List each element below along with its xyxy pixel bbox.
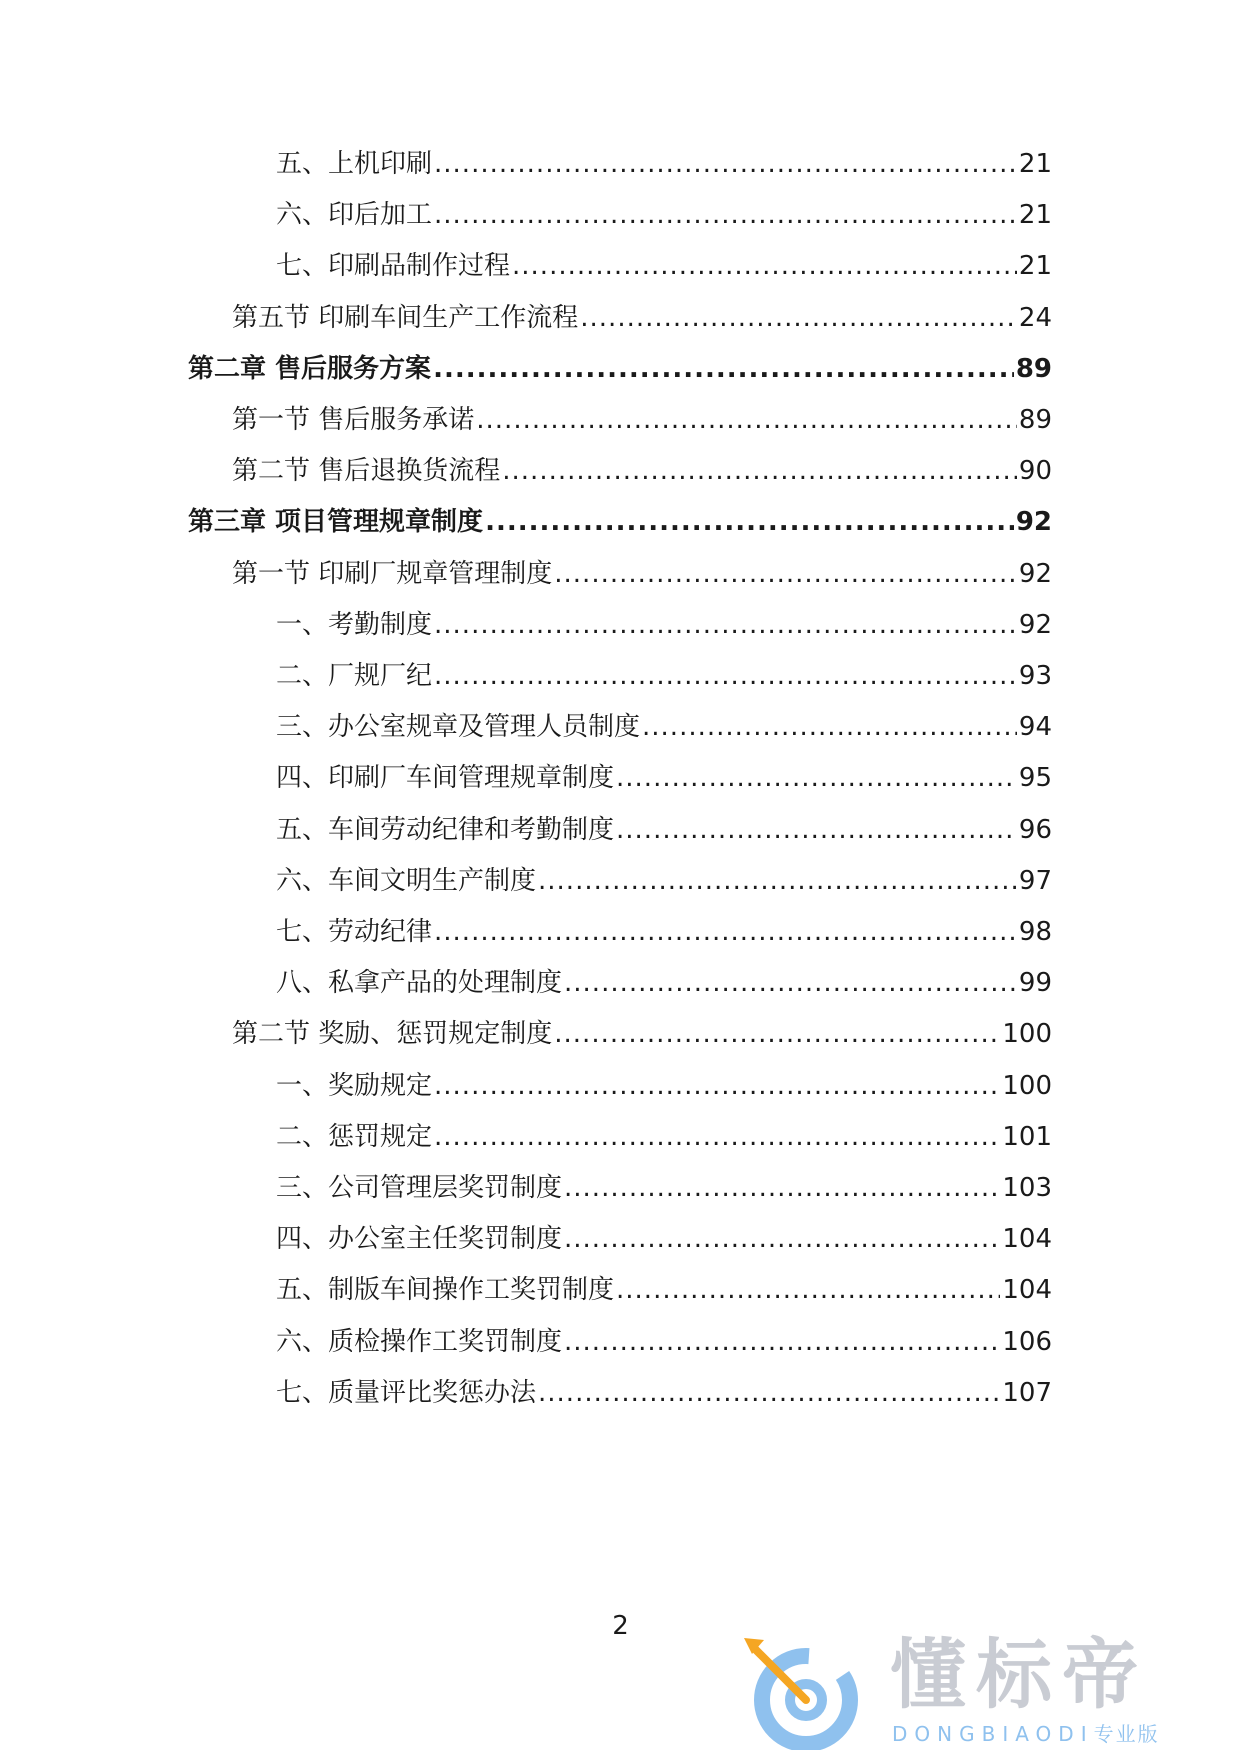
toc-entry[interactable]: [276, 246, 1052, 286]
toc-entry-page: 92: [1018, 609, 1052, 640]
toc-entry-title: 第二节 售后退换货流程: [232, 456, 501, 487]
toc-entry-title: 四、印刷厂车间管理规章制度: [276, 763, 615, 794]
toc-dot-leader: [434, 195, 1017, 235]
toc-entry-page: 107: [1002, 1377, 1052, 1408]
toc-entry[interactable]: [232, 1014, 1052, 1054]
toc-entry-page: 96: [1018, 814, 1052, 845]
toc-dot-leader: [433, 349, 1014, 389]
toc-entry[interactable]: [276, 861, 1052, 901]
toc-dot-leader: [554, 1014, 1000, 1054]
toc-entry-page: 21: [1018, 251, 1052, 282]
toc-entry-page: 104: [1002, 1224, 1052, 1255]
toc-dot-leader: [616, 758, 1017, 798]
toc-dot-leader: [538, 861, 1017, 901]
toc-entry-title: 二、惩罚规定: [276, 1121, 433, 1152]
toc-entry-page: 100: [1002, 1019, 1052, 1050]
toc-entry-page: 101: [1002, 1121, 1052, 1152]
watermark-edition: 专业版: [1093, 1722, 1160, 1746]
toc-entry-page: 89: [1015, 353, 1052, 384]
toc-entry-title: 第二章 售后服务方案: [188, 353, 432, 384]
toc-entry-title: 第一节 售后服务承诺: [232, 405, 475, 435]
toc-entry-title: 第三章 项目管理规章制度: [188, 507, 484, 538]
toc-entry[interactable]: [276, 605, 1052, 645]
toc-entry-title: 五、车间劳动纪律和考勤制度: [276, 814, 615, 845]
toc-entry-page: 92: [1018, 558, 1052, 589]
toc-entry-page: 94: [1018, 712, 1052, 743]
toc-entry[interactable]: [232, 451, 1052, 491]
toc-entry[interactable]: [276, 1168, 1052, 1208]
toc-entry-title: 四、办公室主任奖罚制度: [276, 1224, 563, 1255]
toc-dot-leader: [538, 1373, 1000, 1413]
toc-dot-leader: [434, 912, 1017, 952]
toc-entry[interactable]: [188, 502, 1052, 542]
toc-entry-title: 七、质量评比奖惩办法: [276, 1377, 537, 1408]
toc-entry[interactable]: [276, 963, 1052, 1003]
toc-entry-title: 第二节 奖励、惩罚规定制度: [232, 1019, 553, 1050]
toc-dot-leader: [485, 502, 1014, 542]
toc-entry[interactable]: [276, 1322, 1052, 1362]
toc-entry[interactable]: [232, 554, 1052, 594]
toc-dot-leader: [564, 1322, 1000, 1362]
toc-entry[interactable]: [276, 758, 1052, 798]
toc-entry-page: 89: [1018, 405, 1052, 435]
toc-entry-title: 一、考勤制度: [276, 609, 433, 640]
toc-entry-title: 六、印后加工: [276, 200, 433, 231]
toc-entry-title: 第一节 印刷厂规章管理制度: [232, 558, 553, 589]
toc-entry-page: 90: [1018, 456, 1052, 487]
toc-entry-page: 97: [1018, 865, 1052, 896]
toc-entry-page: 104: [1002, 1275, 1052, 1306]
toc-entry-page: 99: [1018, 968, 1052, 999]
watermark-subtitle-latin: DONGBIAODI: [892, 1722, 1094, 1746]
toc-entry-title: 二、厂规厂纪: [276, 661, 433, 691]
toc-entry-page: 21: [1018, 149, 1052, 179]
toc-entry-page: 95: [1018, 763, 1052, 794]
toc-dot-leader: [564, 963, 1017, 1003]
toc-entry[interactable]: [276, 144, 1052, 184]
toc-entry-title: 第五节 印刷车间生产工作流程: [232, 302, 579, 333]
toc-entry[interactable]: [276, 810, 1052, 850]
toc-dot-leader: [434, 144, 1017, 184]
toc-entry[interactable]: [232, 298, 1052, 338]
toc-entry-page: 103: [1002, 1173, 1052, 1203]
toc-dot-leader: [434, 605, 1017, 645]
toc-entry-title: 一、奖励规定: [276, 1070, 433, 1101]
toc-entry-page: 106: [1002, 1326, 1052, 1357]
toc-entry-page: 93: [1018, 661, 1052, 691]
toc-entry[interactable]: [276, 1373, 1052, 1413]
toc-entry-page: 98: [1018, 917, 1052, 947]
toc-entry-title: 五、制版车间操作工奖罚制度: [276, 1275, 615, 1306]
toc-entry-title: 五、上机印刷: [276, 149, 433, 179]
toc-entry[interactable]: [276, 656, 1052, 696]
toc-entry-title: 七、印刷品制作过程: [276, 251, 511, 282]
toc-dot-leader: [434, 656, 1017, 696]
toc-entry-title: 六、车间文明生产制度: [276, 865, 537, 896]
toc-entry-page: 100: [1002, 1070, 1052, 1101]
page-number: 2: [612, 1611, 629, 1641]
toc-entry[interactable]: [276, 1066, 1052, 1106]
toc-entry-page: 24: [1018, 302, 1052, 333]
toc-entry-page: 21: [1018, 200, 1052, 231]
toc-dot-leader: [580, 298, 1017, 338]
toc-dot-leader: [434, 1117, 1000, 1157]
watermark: [740, 1628, 1220, 1748]
toc-entry[interactable]: [276, 1219, 1052, 1259]
toc-entry[interactable]: [276, 707, 1052, 747]
toc-dot-leader: [564, 1168, 1000, 1208]
toc-dot-leader: [434, 1066, 1000, 1106]
watermark-name: 懂标帝: [890, 1630, 1148, 1719]
toc-entry-title: 七、劳动纪律: [276, 917, 433, 947]
toc-entry[interactable]: [232, 400, 1052, 440]
toc-dot-leader: [502, 451, 1017, 491]
toc-entry-page: 92: [1015, 507, 1052, 538]
toc-entry[interactable]: [276, 1270, 1052, 1310]
watermark-subtitle: [892, 1722, 1160, 1746]
toc-dot-leader: [642, 707, 1017, 747]
toc-entry-title: 六、质检操作工奖罚制度: [276, 1326, 563, 1357]
target-arrow-icon: [740, 1628, 870, 1750]
toc-dot-leader: [512, 246, 1017, 286]
toc-dot-leader: [616, 1270, 1000, 1310]
toc-dot-leader: [554, 554, 1017, 594]
toc-entry[interactable]: [188, 349, 1052, 389]
toc-dot-leader: [564, 1219, 1000, 1259]
toc-dot-leader: [616, 810, 1017, 850]
toc-entry-title: 三、公司管理层奖罚制度: [276, 1173, 563, 1203]
toc-dot-leader: [476, 400, 1017, 440]
toc-entry[interactable]: [276, 912, 1052, 952]
toc-entry[interactable]: [276, 1117, 1052, 1157]
toc-entry-title: 八、私拿产品的处理制度: [276, 968, 563, 999]
toc-entry-title: 三、办公室规章及管理人员制度: [276, 712, 641, 743]
toc-entry[interactable]: [276, 195, 1052, 235]
